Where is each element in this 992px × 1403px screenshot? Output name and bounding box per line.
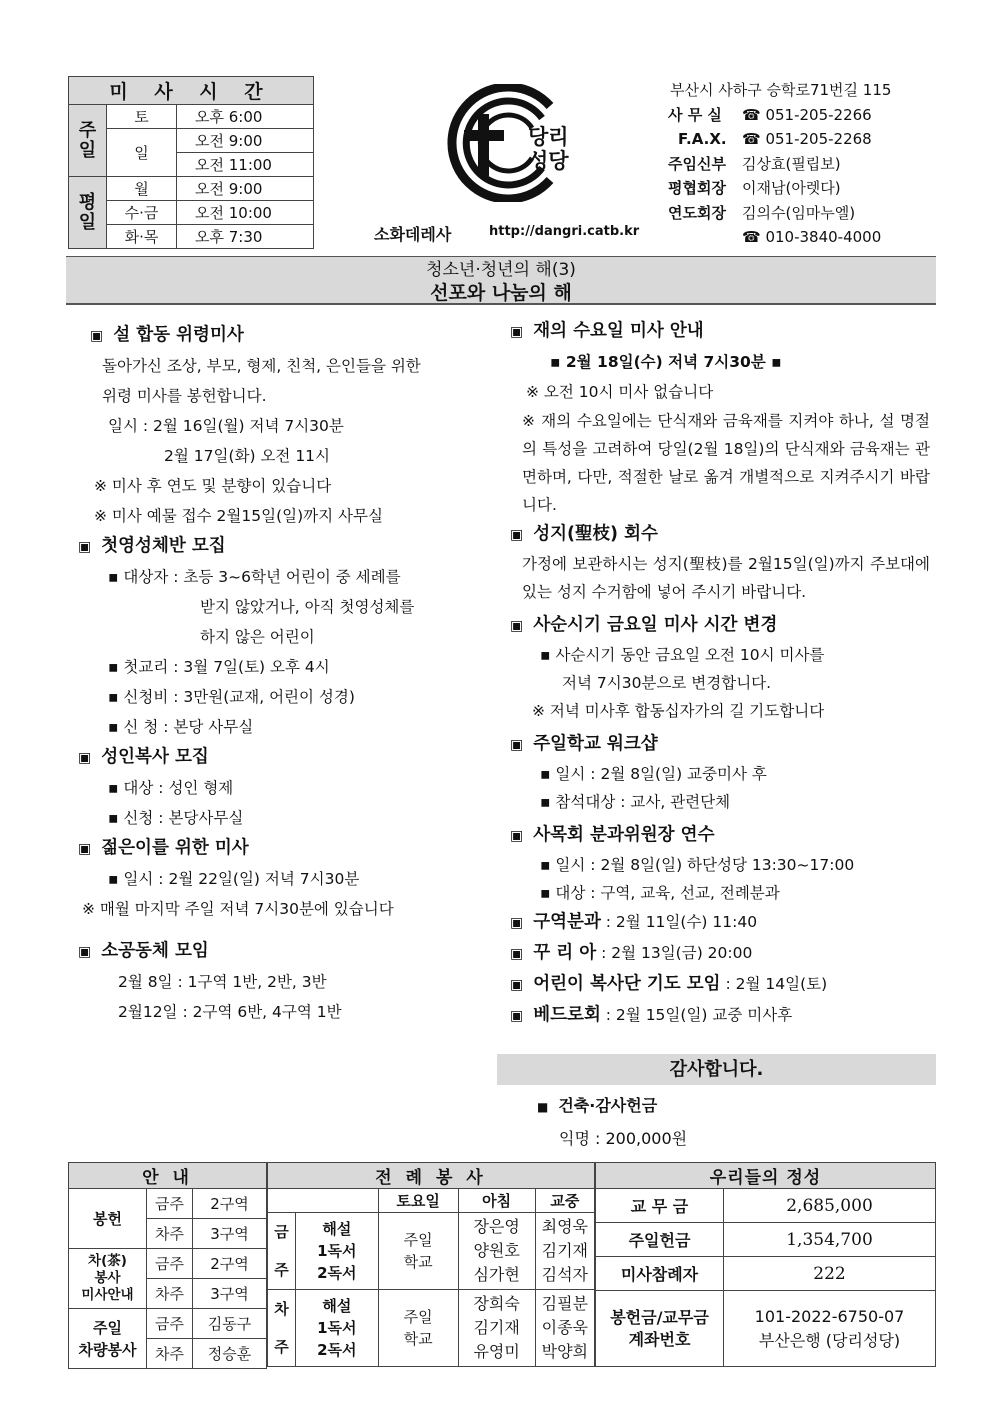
text-line: : 2월 13일(금) 20:00	[596, 944, 753, 962]
square-bullet-icon: ▣	[510, 618, 524, 634]
offering-title: 우리들의 정성	[596, 1163, 936, 1189]
offering-label: 교 무 금	[596, 1189, 724, 1223]
account-label: 봉헌금/교무금 계좌번호	[596, 1291, 724, 1367]
server-name: 김기재	[541, 1241, 589, 1260]
address: 부산시 사하구 승학로71번길 115	[670, 81, 892, 99]
text-line: 위령 미사를 봉헌합니다.	[102, 387, 267, 405]
server-name: 심가현	[473, 1265, 520, 1284]
thanks-body	[537, 1090, 687, 1155]
tea-next: 3구역	[193, 1279, 267, 1309]
theme-banner	[66, 256, 936, 305]
website-url[interactable]: http://dangri.catb.kr	[489, 224, 640, 239]
this-week-label: 금 주	[268, 1213, 296, 1290]
fax-label: F.A.X.	[678, 130, 727, 148]
mass-time: 오전 9:00	[177, 129, 314, 153]
text-line: ▪ 대상 : 구역, 교육, 선교, 전례분과	[540, 884, 780, 902]
banner-line-1: 청소년·청년의 해(3)	[426, 260, 576, 280]
server-name: 김기재	[473, 1318, 520, 1337]
text-line: 일시 : 2월 16일(월) 저녁 7시30분	[108, 417, 344, 435]
text-line: ▪ 2월 18일(수) 저녁 7시30분 ▪	[550, 353, 782, 371]
offer-this: 2구역	[193, 1189, 267, 1219]
text-line: 하지 않은 어린이	[200, 628, 315, 646]
text-line: : 2월 14일(토)	[720, 975, 828, 993]
text-line: ※ 저녁 미사후 합동십자가의 길 기도합니다	[532, 702, 825, 720]
server-name: 유영미	[473, 1342, 520, 1361]
section-title: 젊은이를 위한 미사	[101, 838, 249, 858]
section-title: 사순시기 금요일 미사 시간 변경	[533, 615, 778, 635]
donation-item: 건축·감사헌금	[558, 1096, 658, 1115]
mass-day: 화·목	[107, 225, 177, 249]
tea-this: 2구역	[193, 1249, 267, 1279]
square-bullet-icon: ▣	[78, 841, 92, 857]
section-title: 성인복사 모집	[101, 747, 209, 767]
mass-day: 월	[107, 177, 177, 201]
square-bullet-icon: ▣	[510, 324, 524, 340]
square-bullet-icon: ▣	[510, 915, 524, 931]
patron-saint: 소화데레사	[374, 225, 452, 244]
office-phone: ☎ 051-205-2266	[742, 105, 872, 124]
square-bullet-icon: ▣	[510, 527, 524, 543]
tea-label: 차(茶) 봉사 미사안내	[69, 1249, 147, 1309]
school-label: 주일 학교	[378, 1290, 458, 1367]
offering-label: 주일헌금	[596, 1223, 724, 1257]
logo-text-2: 성당	[528, 149, 569, 173]
text-line: ※ 미사 예물 접수 2월15일(일)까지 사무실	[94, 507, 383, 525]
server-name: 이종욱	[541, 1318, 589, 1337]
black-square-icon: ■	[537, 1100, 549, 1114]
left-column	[78, 320, 488, 1027]
server-name: 박양희	[541, 1342, 589, 1361]
section-title: 꾸 리 아	[533, 943, 597, 963]
school-label: 주일 학교	[378, 1213, 458, 1290]
text-line: ▪ 사순시기 동안 금요일 오전 10시 미사를	[540, 646, 825, 664]
this-week-label: 금주	[147, 1309, 193, 1339]
mass-title: 미 사 시 간	[69, 77, 314, 105]
mass-time: 오전 9:00	[177, 177, 314, 201]
prayer-name: 김의수(임마누엘)	[742, 203, 856, 222]
church-logo	[432, 84, 582, 202]
section-title: 첫영성체반 모집	[101, 536, 226, 556]
square-bullet-icon: ▣	[78, 539, 92, 555]
next-week-label: 차주	[147, 1219, 193, 1249]
main-mass-header: 교중	[535, 1189, 594, 1213]
server-name: 장은영	[473, 1217, 520, 1236]
offer-label: 봉헌	[69, 1189, 147, 1249]
text-line: ▪ 대상자 : 초등 3~6학년 어린이 중 세례를	[108, 568, 401, 586]
text-line: ※ 미사 후 연도 및 분향이 있습니다	[94, 477, 332, 495]
square-bullet-icon: ▣	[510, 977, 524, 993]
this-week-label: 금주	[147, 1249, 193, 1279]
square-bullet-icon: ▣	[78, 944, 92, 960]
saturday-header: 토요일	[378, 1189, 458, 1213]
text-line: 돌아가신 조상, 부모, 형제, 친척, 은인들을 위한	[102, 357, 421, 375]
next-week-label: 차주	[147, 1339, 193, 1369]
text-line: ▪ 일시 : 2월 22일(일) 저녁 7시30분	[108, 870, 360, 888]
text-line: : 2월 15일(일) 교중 미사후	[600, 1006, 793, 1024]
server-name: 최영욱	[541, 1217, 589, 1236]
blank-cell	[268, 1189, 379, 1213]
offering-value: 222	[724, 1257, 936, 1291]
mass-time: 오후 7:30	[177, 225, 314, 249]
section-title: 어린이 복사단 기도 모임	[533, 974, 721, 994]
cross-icon	[478, 114, 489, 176]
text-line: ※ 오전 10시 미사 없습니다	[526, 383, 714, 401]
text-line: 저녁 7시30분으로 변경합니다.	[562, 674, 772, 692]
roles-label: 해설 1독서 2독서	[296, 1290, 379, 1367]
section-title: 성지(聖枝) 회수	[533, 524, 658, 544]
banner-line-2: 선포와 나눔의 해	[430, 282, 572, 304]
weekday-label: 평 일	[69, 177, 107, 249]
pastor-label: 주임신부	[668, 154, 726, 173]
fax-number: ☎ 051-205-2268	[742, 130, 872, 148]
square-bullet-icon: ▣	[510, 828, 524, 844]
text-line: : 2월 11일(수) 11:40	[600, 913, 758, 931]
mass-time: 오전 10:00	[177, 201, 314, 225]
donation-detail: 익명 : 200,000원	[559, 1129, 688, 1148]
square-bullet-icon: ▣	[510, 946, 524, 962]
section-title: 소공동체 모임	[101, 941, 209, 961]
square-bullet-icon: ▣	[90, 328, 104, 344]
server-name: 김필분	[541, 1294, 589, 1313]
bank-name: 부산은행 (당리성당)	[758, 1330, 901, 1350]
account-number: 101-2022-6750-07	[754, 1306, 905, 1326]
text-line: ▪ 일시 : 2월 8일(일) 하단성당 13:30~17:00	[540, 856, 855, 874]
mass-day: 토	[107, 105, 177, 129]
text-line: ▪ 일시 : 2월 8일(일) 교중미사 후	[540, 765, 767, 783]
text-line: 2월12일 : 2구역 6반, 4구역 1반	[118, 1003, 342, 1021]
prayer-phone: ☎ 010-3840-4000	[742, 228, 882, 246]
section-title: 베드로회	[533, 1005, 601, 1025]
mass-time: 오후 6:00	[177, 105, 314, 129]
text-line: ▪ 신청 : 본당사무실	[108, 809, 244, 827]
text-line: ▪ 신청비 : 3만원(교재, 어린이 성경)	[108, 688, 355, 706]
guide-table	[68, 1162, 267, 1369]
section-title: 구역분과	[533, 912, 601, 932]
text-line: 2월 8일 : 1구역 1반, 2반, 3반	[118, 973, 327, 991]
council-name: 이재남(아렛다)	[742, 179, 841, 197]
right-column	[510, 316, 930, 1031]
text-line: 받지 않았거나, 아직 첫영성체를	[200, 598, 415, 616]
server-name: 장희숙	[473, 1294, 520, 1313]
mass-day: 일	[107, 129, 177, 177]
text-line: ▪ 참석대상 : 교사, 관련단체	[540, 793, 731, 811]
square-bullet-icon: ▣	[510, 1008, 524, 1024]
mass-time-table	[68, 76, 314, 249]
next-week-label: 차 주	[268, 1290, 296, 1367]
offering-value: 1,354,700	[724, 1223, 936, 1257]
liturgy-title: 전 례 봉 사	[268, 1163, 595, 1189]
sunday-label: 주 일	[69, 105, 107, 177]
parking-this: 김동구	[193, 1309, 267, 1339]
section-title: 설 합동 위령미사	[113, 325, 244, 345]
offer-next: 3구역	[193, 1219, 267, 1249]
next-week-label: 차주	[147, 1279, 193, 1309]
office-label: 사 무 실	[668, 105, 722, 124]
text-line: ※ 매월 마지막 주일 저녁 7시30분에 있습니다	[82, 900, 394, 918]
parking-next: 정승훈	[193, 1339, 267, 1369]
prayer-label: 연도회장	[668, 203, 726, 222]
mass-time: 오전 11:00	[177, 153, 314, 177]
text-line: ▪ 신 청 : 본당 사무실	[108, 718, 254, 736]
text-paragraph: ※ 재의 수요일에는 단식재와 금육재를 지켜야 하나, 설 명절의 특성을 고려하여 당일(2월 18일)의 단식재와 금육재는 관면하며, 다만, 적절한 날로 옮겨 개별적으로 지켜주시기 바랍니다.	[522, 412, 930, 514]
this-week-label: 금주	[147, 1189, 193, 1219]
text-line: ▪ 첫교리 : 3월 7일(토) 오후 4시	[108, 658, 330, 676]
offering-value: 2,685,000	[724, 1189, 936, 1223]
parking-label: 주일 차량봉사	[69, 1309, 147, 1369]
mass-day: 수·금	[107, 201, 177, 225]
pastor-name: 김상효(필립보)	[742, 154, 841, 173]
server-name: 양원호	[473, 1241, 520, 1260]
roles-label: 해설 1독서 2독서	[296, 1213, 379, 1290]
guide-title: 안 내	[69, 1163, 267, 1189]
offering-label: 미사참례자	[596, 1257, 724, 1291]
section-title: 사목회 분과위원장 연수	[533, 825, 715, 845]
morning-header: 아침	[458, 1189, 535, 1213]
section-title: 재의 수요일 미사 안내	[533, 321, 704, 341]
offering-table	[595, 1162, 936, 1367]
liturgy-table	[267, 1162, 595, 1367]
text-paragraph: 가정에 보관하시는 성지(聖枝)를 2월15일(일)까지 주보대에 있는 성지 수거함에 넣어 주시기 바랍니다.	[522, 555, 930, 601]
parish-info	[668, 78, 891, 250]
thanks-header: 감사합니다.	[497, 1054, 936, 1085]
section-title: 주일학교 워크샵	[533, 734, 658, 754]
logo-text-1: 당리	[528, 125, 569, 149]
square-bullet-icon: ▣	[510, 737, 524, 753]
square-bullet-icon: ▣	[78, 750, 92, 766]
text-line: 2월 17일(화) 오전 11시	[164, 447, 331, 465]
server-name: 김석자	[541, 1265, 589, 1284]
council-label: 평협회장	[668, 179, 726, 197]
text-line: ▪ 대상 : 성인 형제	[108, 779, 234, 797]
